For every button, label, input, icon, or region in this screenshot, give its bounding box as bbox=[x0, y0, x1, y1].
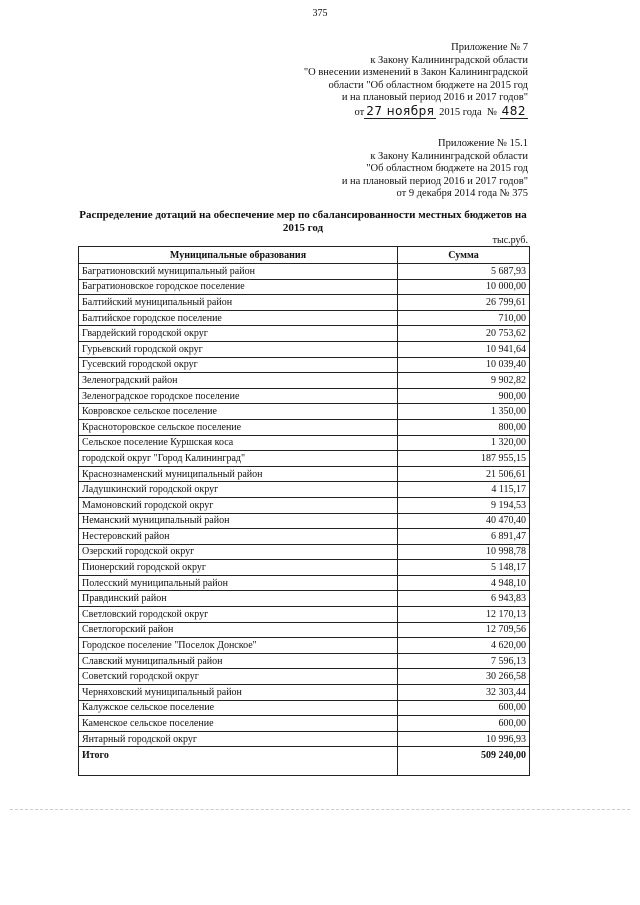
municipality-name: Городское поселение "Поселок Донское" bbox=[79, 638, 398, 654]
table-row bbox=[79, 326, 530, 342]
municipality-name: Черняховский муниципальный район bbox=[79, 685, 398, 701]
table-row bbox=[79, 591, 530, 607]
municipality-name: Ковровское сельское поселение bbox=[79, 404, 398, 420]
table-row bbox=[79, 700, 530, 716]
table-row bbox=[79, 482, 530, 498]
appendix-7-from: от bbox=[354, 106, 365, 118]
municipality-amount: 7 596,13 bbox=[398, 653, 530, 669]
appendix-15-1-line3: "Об областном бюджете на 2015 год bbox=[366, 163, 528, 174]
document-title bbox=[78, 209, 528, 235]
scan-artifact-line bbox=[10, 809, 630, 810]
municipality-amount: 12 709,56 bbox=[398, 622, 530, 638]
municipality-name: Светловский городской округ bbox=[79, 607, 398, 623]
appendix-7-header bbox=[304, 42, 528, 119]
municipality-amount: 4 948,10 bbox=[398, 575, 530, 591]
table-row bbox=[79, 685, 530, 701]
table-row bbox=[79, 638, 530, 654]
table-row bbox=[79, 669, 530, 685]
municipality-name: Зеленоградское городское поселение bbox=[79, 388, 398, 404]
table-row bbox=[79, 435, 530, 451]
municipality-amount: 6 891,47 bbox=[398, 529, 530, 545]
table-row bbox=[79, 607, 530, 623]
table-row bbox=[79, 419, 530, 435]
table-row bbox=[79, 497, 530, 513]
table-row bbox=[79, 653, 530, 669]
appendix-15-1-line1: Приложение № 15.1 bbox=[438, 138, 528, 149]
table-body bbox=[79, 264, 530, 747]
appendix-7-date-handwritten: 27 ноября bbox=[366, 103, 435, 118]
document-title-line2: 2015 год bbox=[282, 222, 324, 234]
table-row bbox=[79, 279, 530, 295]
table-row bbox=[79, 451, 530, 467]
municipality-name: Красноторовское сельское поселение bbox=[79, 419, 398, 435]
units-label: тыс.руб. bbox=[492, 235, 528, 246]
municipality-name: Советский городской округ bbox=[79, 669, 398, 685]
municipality-name: Полесский муниципальный район bbox=[79, 575, 398, 591]
municipality-name: Гвардейский городской округ bbox=[79, 326, 398, 342]
municipality-name: Мамоновский городской округ bbox=[79, 497, 398, 513]
municipality-name: Пионерский городской округ bbox=[79, 560, 398, 576]
municipality-amount: 6 943,83 bbox=[398, 591, 530, 607]
table-row bbox=[79, 513, 530, 529]
municipality-amount: 21 506,61 bbox=[398, 466, 530, 482]
table-row bbox=[79, 357, 530, 373]
municipality-amount: 10 941,64 bbox=[398, 341, 530, 357]
municipality-amount: 10 000,00 bbox=[398, 279, 530, 295]
municipality-name: Багратионовское городское поселение bbox=[79, 279, 398, 295]
municipality-amount: 10 039,40 bbox=[398, 357, 530, 373]
municipality-amount: 10 996,93 bbox=[398, 731, 530, 747]
appendix-7-line2: к Закону Калининградской области bbox=[370, 54, 528, 66]
municipality-name: Зеленоградский район bbox=[79, 373, 398, 389]
municipality-amount: 9 194,53 bbox=[398, 497, 530, 513]
document-title-line1: Распределение дотаций на обеспечение мер по сбалансированности местных бюджетов на bbox=[79, 209, 527, 221]
municipality-name: Калужское сельское поселение bbox=[79, 700, 398, 716]
table-row bbox=[79, 529, 530, 545]
municipality-amount: 26 799,61 bbox=[398, 295, 530, 311]
appendix-7-year: 2015 года bbox=[439, 106, 482, 118]
appendix-7-number-sign: № bbox=[486, 106, 497, 118]
appendix-15-1-header bbox=[342, 138, 528, 201]
municipality-name: Нестеровский район bbox=[79, 529, 398, 545]
municipality-amount: 5 148,17 bbox=[398, 560, 530, 576]
table-row bbox=[79, 466, 530, 482]
appendix-7-line1: Приложение № 7 bbox=[451, 42, 528, 53]
municipality-name: Светлогорский район bbox=[79, 622, 398, 638]
municipality-name: Неманский муниципальный район bbox=[79, 513, 398, 529]
page-number: 375 bbox=[312, 8, 328, 19]
municipality-name: Багратионовский муниципальный район bbox=[79, 264, 398, 280]
appendix-7-line5: и на плановый период 2016 и 2017 годов" bbox=[341, 92, 528, 103]
municipality-amount: 10 998,78 bbox=[398, 544, 530, 560]
municipality-name: Балтийское городское поселение bbox=[79, 310, 398, 326]
appendix-15-1-line4: и на плановый период 2016 и 2017 годов" bbox=[341, 175, 528, 187]
table-row bbox=[79, 716, 530, 732]
municipality-amount: 32 303,44 bbox=[398, 685, 530, 701]
municipality-name: Гурьевский городской округ bbox=[79, 341, 398, 357]
table-total-row bbox=[79, 747, 530, 776]
municipality-name: Сельское поселение Куршская коса bbox=[79, 435, 398, 451]
table-row bbox=[79, 404, 530, 420]
municipality-name: Балтийский муниципальный район bbox=[79, 295, 398, 311]
municipality-amount: 187 955,15 bbox=[398, 451, 530, 467]
municipality-amount: 5 687,93 bbox=[398, 264, 530, 280]
municipality-name: Славский муниципальный район bbox=[79, 653, 398, 669]
table-row bbox=[79, 310, 530, 326]
municipality-name: Краснознаменский муниципальный район bbox=[79, 466, 398, 482]
municipality-amount: 20 753,62 bbox=[398, 326, 530, 342]
table-row bbox=[79, 544, 530, 560]
table-row bbox=[79, 575, 530, 591]
municipality-amount: 1 320,00 bbox=[398, 435, 530, 451]
municipality-amount: 710,00 bbox=[398, 310, 530, 326]
municipality-amount: 1 350,00 bbox=[398, 404, 530, 420]
appendix-7-date-line bbox=[304, 105, 528, 120]
municipality-name: городской округ "Город Калининград" bbox=[79, 451, 398, 467]
appendix-7-number-handwritten: 482 bbox=[501, 103, 526, 118]
appendix-15-1-line5: от 9 декабря 2014 года № 375 bbox=[396, 188, 528, 199]
municipality-amount: 900,00 bbox=[398, 388, 530, 404]
header-municipalities: Муниципальные образования bbox=[79, 247, 398, 264]
table-row bbox=[79, 560, 530, 576]
municipality-name: Каменское сельское поселение bbox=[79, 716, 398, 732]
total-label: Итого bbox=[79, 747, 398, 776]
municipality-amount: 4 620,00 bbox=[398, 638, 530, 654]
municipality-name: Ладушкинский городской округ bbox=[79, 482, 398, 498]
municipality-name: Гусевский городской округ bbox=[79, 357, 398, 373]
municipality-amount: 800,00 bbox=[398, 419, 530, 435]
table-row bbox=[79, 388, 530, 404]
table-row bbox=[79, 295, 530, 311]
table-header-row bbox=[79, 247, 530, 264]
municipality-name: Правдинский район bbox=[79, 591, 398, 607]
total-amount: 509 240,00 bbox=[398, 747, 530, 776]
municipality-amount: 4 115,17 bbox=[398, 482, 530, 498]
municipality-amount: 600,00 bbox=[398, 700, 530, 716]
table-row bbox=[79, 341, 530, 357]
municipality-amount: 30 266,58 bbox=[398, 669, 530, 685]
budget-table bbox=[78, 246, 530, 776]
header-amount: Сумма bbox=[398, 247, 530, 264]
municipality-name: Озерский городской округ bbox=[79, 544, 398, 560]
table-row bbox=[79, 373, 530, 389]
table-row bbox=[79, 264, 530, 280]
appendix-7-line4: области "Об областном бюджете на 2015 год bbox=[328, 79, 528, 91]
appendix-7-line3: "О внесении изменений в Закон Калининградской bbox=[303, 67, 528, 78]
municipality-amount: 600,00 bbox=[398, 716, 530, 732]
municipality-amount: 12 170,13 bbox=[398, 607, 530, 623]
municipality-name: Янтарный городской округ bbox=[79, 731, 398, 747]
municipality-amount: 9 902,82 bbox=[398, 373, 530, 389]
appendix-15-1-line2: к Закону Калининградской области bbox=[370, 150, 528, 162]
municipality-amount: 40 470,40 bbox=[398, 513, 530, 529]
table-row bbox=[79, 622, 530, 638]
table-row bbox=[79, 731, 530, 747]
